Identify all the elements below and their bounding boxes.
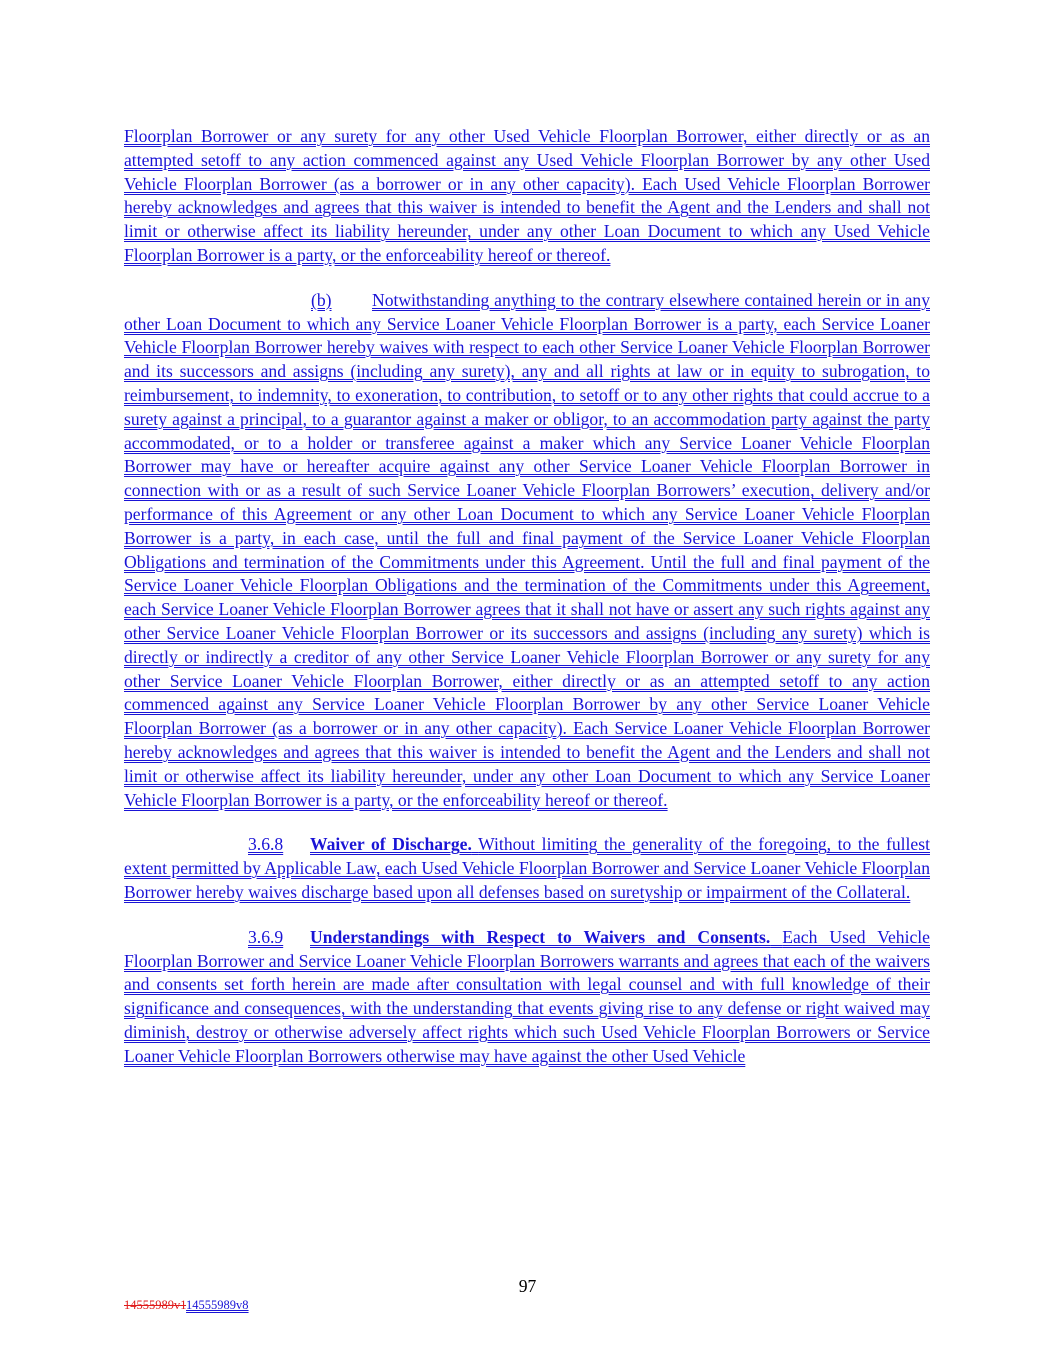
document-id-inserted: 14555989v8 [186, 1298, 249, 1312]
paragraph-b-text: Notwithstanding anything to the contrary elsewhere contained herein or in any other Loan Document to which any Service Loaner Vehicle Floorplan Borrower is a party, each Service Loaner Vehicle Floorplan Borrower hereby waives with respect to each other Service Loaner Vehicle Floorplan Borrower and its successors and assigns (including any surety), any and all rights at law or in equity to subrogation, to reimbursement, to indemnity, to exoneration, to contribution, to setoff or to any other rights that could accrue to a surety against a principal, to a guarantor against a maker or obligor, to an accommodation party against the party accommodated, or to a holder or transferee against a maker which any Service Loaner Vehicle Floorplan Borrower may have or hereafter acquire against any other Service Loaner Vehicle Floorplan Borrower in connection with or as a result of such Service Loaner Vehicle Floorplan Borrowers’ execution, delivery and/or performance of this Agreement or any other Loan Document to which any Service Loaner Vehicle Floorplan Borrower is a party, in each case, until the full and final payment of the Service Loaner Vehicle Floorplan Obligations and termination of the Commitments under this Agreement. Until the full and final payment of the Service Loaner Vehicle Floorplan Obligations and the termination of the Commitments under this Agreement, each Service Loaner Vehicle Floorplan Borrower agrees that it shall not have or assert any such rights against any other Service Loaner Vehicle Floorplan Borrower or its successors and assigns (including any surety) which is directly or indirectly a creditor of any other Service Loaner Vehicle Floorplan Borrower or any surety for any other Service Loaner Vehicle Floorplan Borrower, either directly or as an attempted setoff to any action commenced against any Service Loaner Vehicle Floorplan Borrower by any other Service Loaner Vehicle Floorplan Borrower (as a borrower or in any other capacity). Each Service Loaner Vehicle Floorplan Borrower hereby acknowledges and agrees that this waiver is intended to benefit the Agent and the Lenders and shall not limit or otherwise affect its liability hereunder, under any other Loan Document to which any Service Loaner Vehicle Floorplan Borrower is a party, or the enforceability hereof or thereof. [124, 289, 930, 810]
document-body [124, 125, 930, 1068]
paragraph-continuation-text: Floorplan Borrower or any surety for any other Used Vehicle Floorplan Borrower, either directly or as an attempted setoff to any action commenced against any Used Vehicle Floorplan Borrower by any other Used Vehicle Floorplan Borrower (as a borrower or in any other capacity). Each Used Vehicle Floorplan Borrower hereby acknowledges and agrees that this waiver is intended to benefit the Agent and the Lenders and shall not limit or otherwise affect its liability hereunder, under any other Loan Document to which any Used Vehicle Floorplan Borrower is a party, or the enforceability hereof or thereof. [124, 126, 930, 265]
paragraph-continuation [124, 125, 930, 268]
section-3-6-9 [124, 926, 930, 1069]
section-3-6-8-heading: Waiver of Discharge. [310, 834, 472, 855]
document-id [124, 1298, 249, 1313]
section-3-6-9-number: 3.6.9 [248, 926, 284, 947]
section-3-6-9-text: Each Used Vehicle Floorplan Borrower and Service Loaner Vehicle Floorplan Borrowers warrants and agrees that each of the waivers and consents set forth herein are made after consultation with legal counsel and with full knowledge of their significance and consequences, with the understanding that events giving rise to any defense or right waived may diminish, destroy or otherwise adversely affect rights which such Used Vehicle Floorplan Borrowers or Service Loaner Vehicle Floorplan Borrowers otherwise may have against the other Used Vehicle [124, 926, 930, 1066]
document-id-deleted: 14555989v1 [124, 1298, 187, 1312]
section-3-6-8-text: Without limiting the generality of the foregoing, to the fullest extent permitted by Applicable Law, each Used Vehicle Floorplan Borrower and Service Loaner Vehicle Floorplan Borrower hereby waives discharge based upon all defenses based on suretyship or impairment of the Collateral. [124, 834, 930, 902]
section-3-6-8-number: 3.6.8 [248, 834, 284, 855]
section-3-6-9-heading: Understandings with Respect to Waivers and Consents. [310, 926, 771, 947]
paragraph-b [124, 289, 930, 813]
paragraph-b-label: (b) [311, 289, 332, 310]
page-number: 97 [518, 1276, 537, 1296]
section-3-6-8 [124, 833, 930, 904]
